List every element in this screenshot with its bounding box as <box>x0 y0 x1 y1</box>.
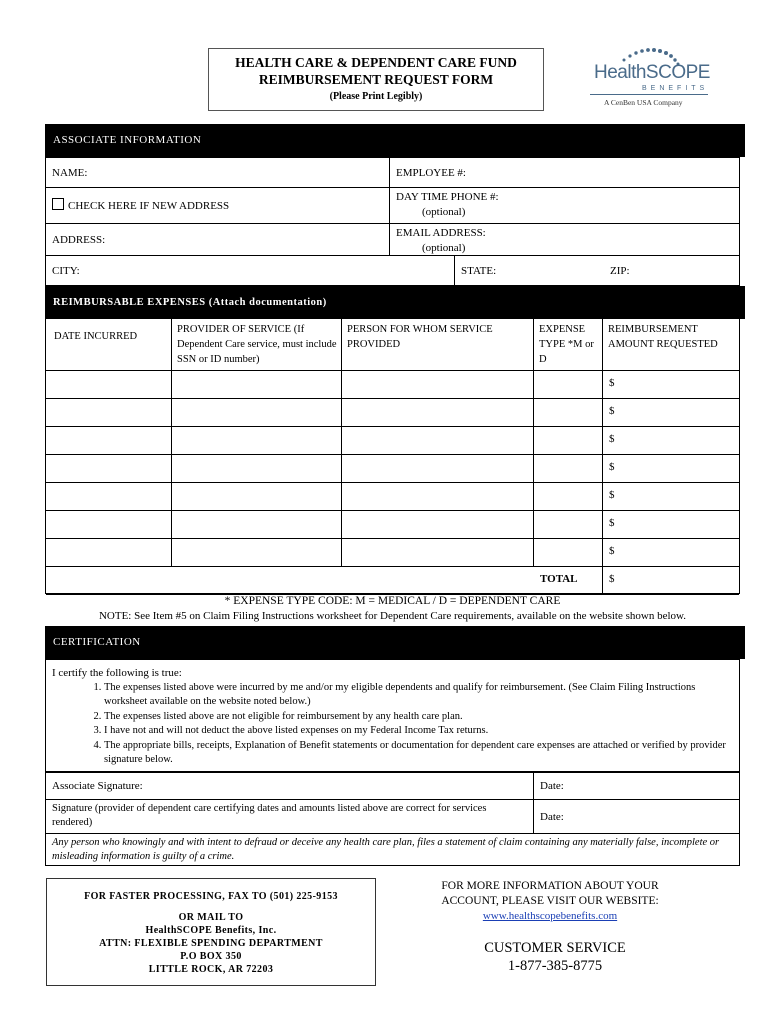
fax-instruction: FOR FASTER PROCESSING, FAX TO (501) 225-9153 <box>84 891 338 902</box>
zip-label: ZIP: <box>610 265 630 277</box>
amount-row-4[interactable]: $ <box>609 461 615 473</box>
col-person-header: PERSON FOR WHOM SERVICE PROVIDED <box>347 324 493 350</box>
form-title-line1: HEALTH CARE & DEPENDENT CARE FUND <box>235 55 517 70</box>
total-amount[interactable]: $ <box>609 573 615 585</box>
cert-item-2: 2. The expenses listed above are not eligible for reimbursement by any health care plan. <box>104 710 733 725</box>
name-field[interactable] <box>45 157 390 188</box>
employee-field[interactable] <box>389 157 740 188</box>
email-label: EMAIL ADDRESS: <box>396 227 486 239</box>
city-line: LITTLE ROCK, AR 72203 <box>148 964 274 975</box>
col-date-header: DATE INCURRED <box>54 331 138 342</box>
new-address-checkbox[interactable] <box>52 198 64 210</box>
more-info-line2: ACCOUNT, PLEASE VISIT OUR WEBSITE: <box>441 895 659 907</box>
provider-signature-label: Signature (provider of dependent care certifying dates and amounts listed above are correct for services rendered) <box>52 803 487 828</box>
total-label: TOTAL <box>540 573 578 585</box>
form-title-box <box>208 48 544 111</box>
company-name: HealthSCOPE Benefits, Inc. <box>145 925 277 936</box>
certification-list <box>52 681 733 768</box>
more-info-line1: FOR MORE INFORMATION ABOUT YOUR <box>441 880 659 892</box>
cert-item-4: 4. The appropriate bills, receipts, Explanation of Benefit statements or documentation for dependent care expenses are attached or verified by provider signature below. <box>104 739 733 768</box>
expense-code-note: * EXPENSE TYPE CODE: M = MEDICAL / D = DEPENDENT CARE <box>224 595 561 607</box>
provider-signature-field[interactable] <box>45 799 534 834</box>
or-mail-to: OR MAIL TO <box>178 912 244 923</box>
col-type-header: EXPENSE TYPE *M or D <box>539 324 594 365</box>
associate-date-field[interactable] <box>533 772 740 800</box>
amount-row-7[interactable]: $ <box>609 545 615 557</box>
address-label: ADDRESS: <box>52 234 106 246</box>
new-address-label: CHECK HERE IF NEW ADDRESS <box>68 200 230 212</box>
col-amount-header: REIMBURSEMENT AMOUNT REQUESTED <box>608 324 718 350</box>
certification-section-header: CERTIFICATION <box>45 626 745 659</box>
certification-box <box>45 659 740 772</box>
address-field[interactable] <box>45 223 390 256</box>
associate-date-label: Date: <box>540 780 564 792</box>
fraud-warning-text: Any person who knowingly and with intent to defraud or deceive any health care plan, files a statement of claim containing any materially false, incomplete or misleading information is guilty of a crime. <box>52 837 720 862</box>
provider-date-field[interactable] <box>533 799 740 834</box>
attn-line: ATTN: FLEXIBLE SPENDING DEPARTMENT <box>99 938 323 949</box>
provider-date-label: Date: <box>540 811 564 823</box>
logo-sub-text: BENEFITS <box>642 85 709 92</box>
pobox-line: P.O BOX 350 <box>180 951 242 962</box>
cert-item-1: 1. The expenses listed above were incurred by me and/or my eligible dependents and qualify for reimbursement. (See Claim Filing Instructions worksheet available on the website noted below.) <box>104 681 733 710</box>
cert-item-3: 3. I have not and will not deduct the above listed expenses on my Federal Income Tax returns. <box>104 724 733 739</box>
city-field[interactable] <box>45 255 455 286</box>
associate-section-header: ASSOCIATE INFORMATION <box>45 124 745 157</box>
col-provider-header: PROVIDER OF SERVICE (If Dependent Care service, must include SSN or ID number) <box>177 324 337 365</box>
amount-row-6[interactable]: $ <box>609 517 615 529</box>
certification-intro: I certify the following is true: <box>52 667 182 679</box>
email-optional: (optional) <box>422 242 466 254</box>
amount-row-5[interactable]: $ <box>609 489 615 501</box>
dependent-care-note: NOTE: See Item #5 on Claim Filing Instructions worksheet for Dependent Care requirements, available on the website shown below. <box>98 610 687 622</box>
expense-table <box>45 318 740 594</box>
mail-instructions-box <box>46 878 376 986</box>
amount-row-1[interactable]: $ <box>609 377 615 389</box>
state-zip-field[interactable] <box>454 255 740 286</box>
day-phone-optional: (optional) <box>422 206 466 218</box>
healthscope-logo <box>586 42 716 112</box>
form-title-line2: REIMBURSEMENT REQUEST FORM <box>258 72 494 87</box>
name-label: NAME: <box>52 167 88 179</box>
customer-service-block <box>400 939 710 975</box>
city-label: CITY: <box>52 265 80 277</box>
logo-tagline: A CenBen USA Company <box>604 98 683 107</box>
fraud-warning <box>45 833 740 866</box>
form-subtitle: (Please Print Legibly) <box>329 91 423 102</box>
state-label: STATE: <box>461 265 497 277</box>
expenses-section-header: REIMBURSABLE EXPENSES (Attach documentation) <box>45 286 745 319</box>
associate-signature-field[interactable] <box>45 772 534 800</box>
website-link[interactable]: www.healthscopebenefits.com <box>482 910 618 922</box>
employee-label: EMPLOYEE #: <box>396 167 466 179</box>
more-info-block <box>400 879 700 924</box>
logo-main-text: HealthSCOPE <box>594 62 710 83</box>
amount-row-3[interactable]: $ <box>609 433 615 445</box>
amount-row-2[interactable]: $ <box>609 405 615 417</box>
customer-service-phone: 1-877-385-8775 <box>507 958 603 974</box>
customer-service-title: CUSTOMER SERVICE <box>484 940 626 956</box>
day-phone-field[interactable] <box>389 187 740 224</box>
email-field[interactable] <box>389 223 740 256</box>
day-phone-label: DAY TIME PHONE #: <box>396 191 499 203</box>
new-address-row <box>45 187 390 224</box>
associate-signature-label: Associate Signature: <box>52 780 143 792</box>
